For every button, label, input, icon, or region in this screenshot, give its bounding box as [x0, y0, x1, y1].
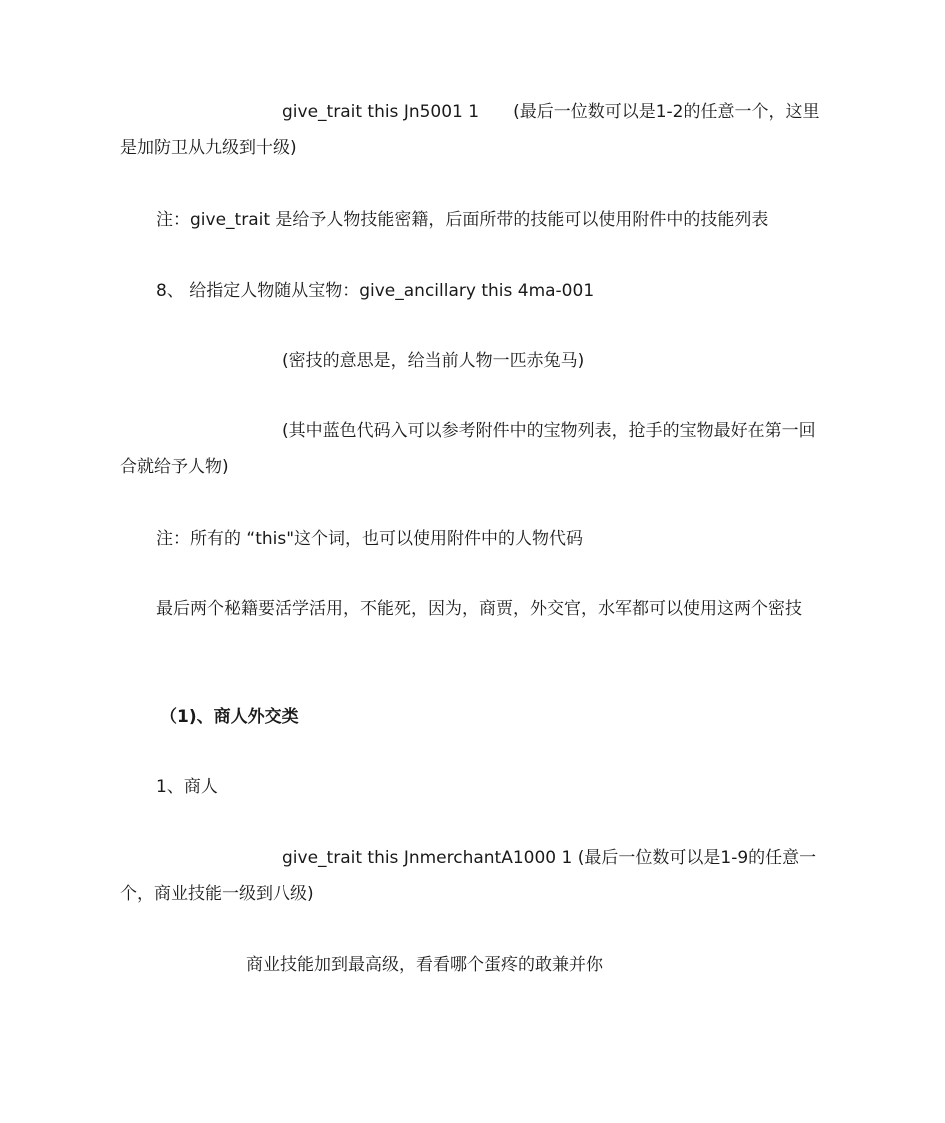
subheading-merchant: 1、商人: [156, 777, 218, 797]
paragraph-red-hare-explanation: (密技的意思是，给当前人物一匹赤兔马): [282, 351, 585, 371]
section-heading-merchant-diplomat: （1)、商人外交类: [160, 707, 299, 727]
paragraph-give-ancillary: 8、 给指定人物随从宝物：give_ancillary this 4ma-001: [156, 281, 595, 301]
paragraph-treasure-list-note: (其中蓝色代码入可以参考附件中的宝物列表，抢手的宝物最好在第一回合就给予人物): [120, 421, 816, 477]
paragraph-give-trait-note: 注：give_trait 是给予人物技能密籍，后面所带的技能可以使用附件中的技能列表: [156, 210, 769, 230]
paragraph-merchant-max-level: 商业技能加到最高级，看看哪个蛋疼的敢兼并你: [246, 955, 603, 975]
paragraph-cheats-usage-advice: 最后两个秘籍要活学活用，不能死，因为，商贾，外交官，水军都可以使用这两个密技: [156, 599, 802, 619]
paragraph-this-keyword-note: 注：所有的 “this"这个词，也可以使用附件中的人物代码: [156, 529, 584, 549]
paragraph-jn5001-trait: give_trait this Jn5001 1 (最后一位数可以是1-2的任意一个，这里是加防卫从九级到十级): [120, 102, 820, 158]
paragraph-merchant-trait: give_trait this JnmerchantA1000 1 (最后一位数可以是1-9的任意一个，商业技能一级到八级): [120, 848, 817, 904]
